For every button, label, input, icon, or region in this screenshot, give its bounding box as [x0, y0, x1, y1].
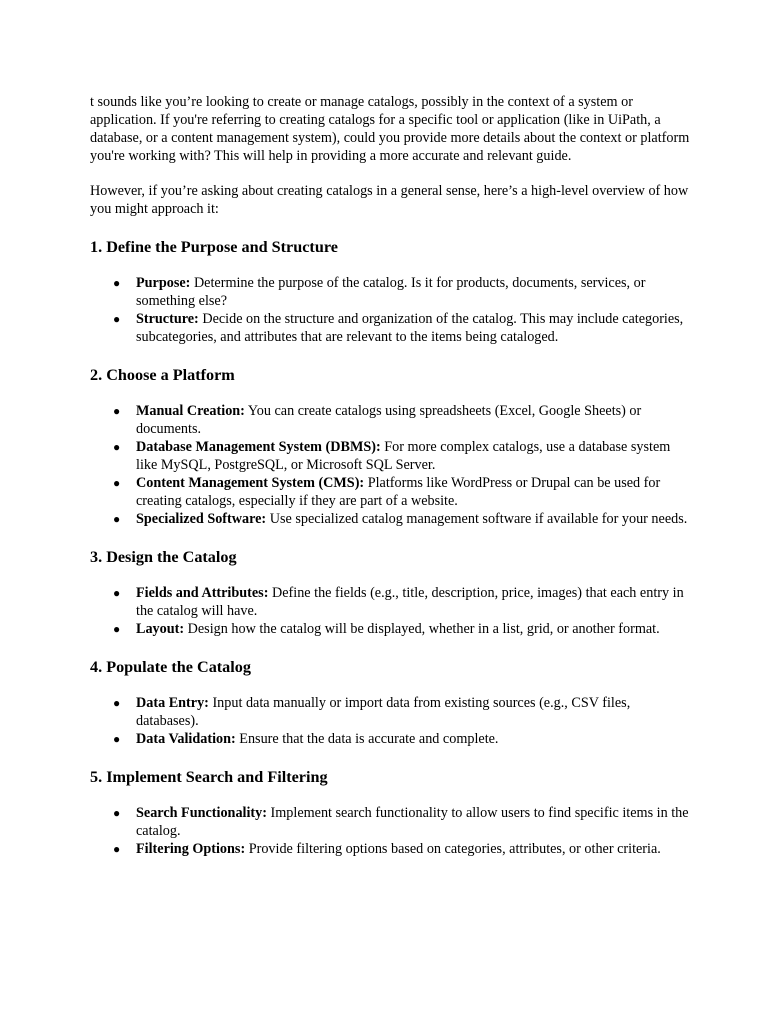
- item-term: Search Functionality:: [136, 805, 267, 821]
- item-term: Structure:: [136, 311, 199, 327]
- bullet-icon: ●: [113, 806, 121, 820]
- item-text: For more complex catalogs, use a database system like MySQL, PostgreSQL, or Microsoft SQL Server.: [136, 439, 671, 473]
- item-text: You can create catalogs using spreadsheets (Excel, Google Sheets) or documents.: [136, 403, 642, 437]
- bullet-icon: ●: [113, 732, 121, 746]
- item-text: Determine the purpose of the catalog. Is it for products, documents, services, or something else?: [136, 275, 646, 309]
- bullet-icon: ●: [113, 696, 121, 710]
- bullet-icon: ●: [113, 276, 121, 290]
- bullet-icon: ●: [113, 312, 121, 326]
- item-text: Decide on the structure and organization of the catalog. This may include categories, subcategories, and attributes that are relevant to the items being cataloged.: [136, 311, 684, 345]
- section-heading: 3. Design the Catalog: [90, 548, 237, 566]
- bullet-icon: ●: [113, 476, 121, 490]
- item-term: Database Management System (DBMS):: [136, 439, 381, 455]
- section-heading: 2. Choose a Platform: [90, 366, 235, 384]
- overview-paragraph: However, if you’re asking about creating catalogs in a general sense, here’s a high-level overview of how you might approach it:: [90, 183, 689, 217]
- list-item: [90, 402, 690, 438]
- item-text: Define the fields (e.g., title, description, price, images) that each entry in the catalog will have.: [136, 585, 684, 619]
- intro-paragraph: t sounds like you’re looking to create or manage catalogs, possibly in the context of a system or application. If you're referring to creating catalogs for a specific tool or application (like in UiPath, a database, or a content management system), could you provide more details about the context or platform you're working with? This will help in providing a more accurate and relevant guide.: [90, 94, 690, 164]
- list-item: [90, 730, 690, 748]
- bullet-list: [90, 694, 690, 748]
- section-heading: 1. Define the Purpose and Structure: [90, 238, 338, 256]
- section-heading: 5. Implement Search and Filtering: [90, 768, 328, 786]
- bullet-list: [90, 804, 690, 858]
- item-text: Use specialized catalog management software if available for your needs.: [266, 511, 688, 527]
- bullet-icon: ●: [113, 404, 121, 418]
- bullet-list: [90, 584, 690, 638]
- section-choose-platform: [90, 364, 690, 528]
- section-purpose-structure: [90, 236, 690, 346]
- item-text: Provide filtering options based on categories, attributes, or other criteria.: [245, 841, 661, 857]
- section-heading: 4. Populate the Catalog: [90, 658, 251, 676]
- bullet-icon: ●: [113, 440, 121, 454]
- bullet-icon: ●: [113, 842, 121, 856]
- item-term: Specialized Software:: [136, 511, 267, 527]
- document-page: [90, 93, 690, 876]
- bullet-list: [90, 274, 690, 346]
- item-text: Platforms like WordPress or Drupal can be used for creating catalogs, especially if they are part of a website.: [136, 475, 661, 509]
- item-term: Manual Creation:: [136, 403, 245, 419]
- bullet-list: [90, 402, 690, 528]
- list-item: [90, 620, 690, 638]
- list-item: [90, 584, 690, 620]
- section-search-filtering: [90, 766, 690, 858]
- item-term: Filtering Options:: [136, 841, 246, 857]
- list-item: [90, 310, 690, 346]
- list-item: [90, 804, 690, 840]
- bullet-icon: ●: [113, 586, 121, 600]
- item-term: Content Management System (CMS):: [136, 475, 365, 491]
- list-item: [90, 510, 690, 528]
- item-text: Input data manually or import data from existing sources (e.g., CSV files, databases).: [136, 695, 631, 729]
- item-term: Data Validation:: [136, 731, 236, 747]
- item-term: Purpose:: [136, 275, 191, 291]
- item-term: Layout:: [136, 621, 185, 637]
- list-item: [90, 694, 690, 730]
- list-item: [90, 438, 690, 474]
- list-item: [90, 274, 690, 310]
- list-item: [90, 840, 690, 858]
- item-term: Data Entry:: [136, 695, 209, 711]
- item-term: Fields and Attributes:: [136, 585, 269, 601]
- item-text: Implement search functionality to allow users to find specific items in the catalog.: [136, 805, 689, 839]
- list-item: [90, 474, 690, 510]
- bullet-icon: ●: [113, 512, 121, 526]
- item-text: Ensure that the data is accurate and complete.: [235, 731, 499, 747]
- section-design-catalog: [90, 546, 690, 638]
- bullet-icon: ●: [113, 622, 121, 636]
- item-text: Design how the catalog will be displayed, whether in a list, grid, or another format.: [184, 621, 660, 637]
- section-populate-catalog: [90, 656, 690, 748]
